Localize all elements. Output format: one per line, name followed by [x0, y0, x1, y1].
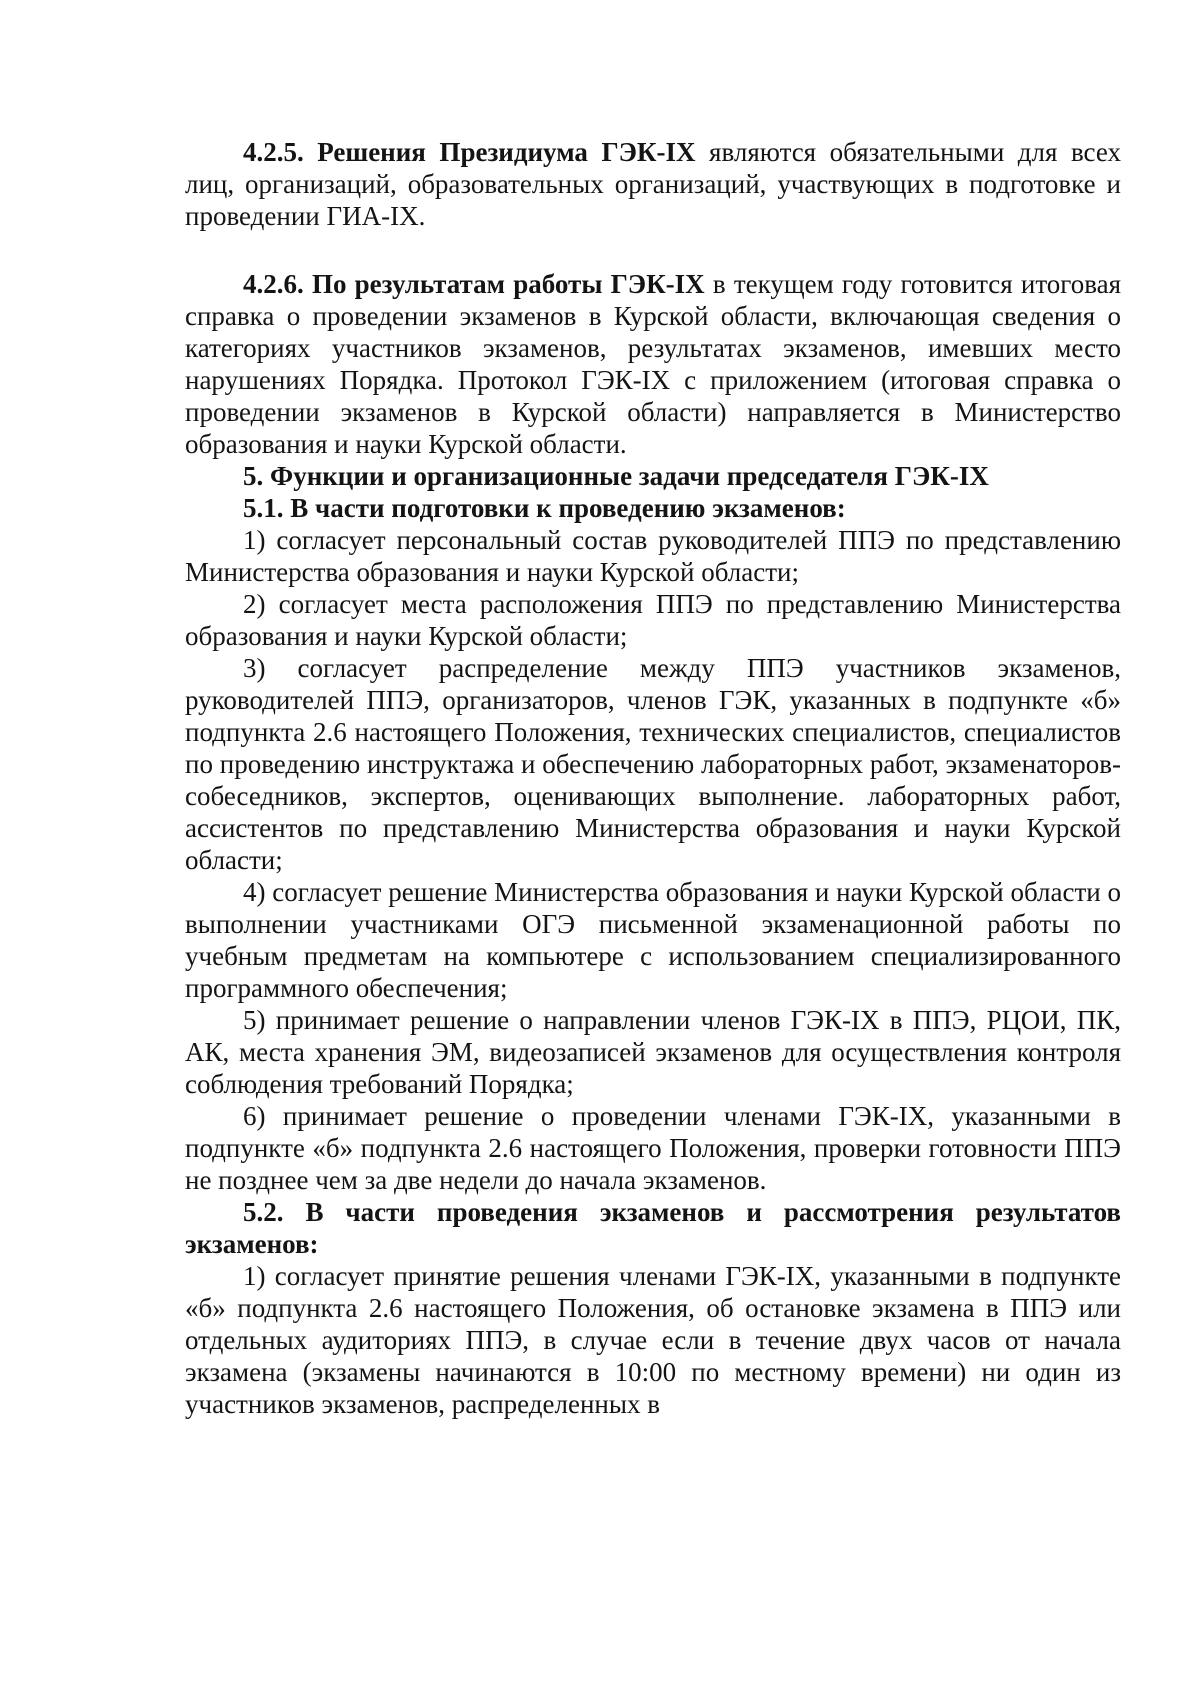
- document-page: [185, 136, 1121, 1420]
- paragraph-text: являются обязательными для всех лиц, организаций, образовательных организаций, участвующих в подготовке и проведении ГИА-IX.: [185, 137, 1121, 231]
- section-5-1-item-4: 4) согласует решение Министерства образования и науки Курской области о выполнении участниками ОГЭ письменной экзаменационной работы по учебным предметам на компьютере с использованием специализированного программного обеспечения;: [185, 877, 1121, 1003]
- paragraph-lead: 4.2.6. По результатам работы ГЭК-IX: [243, 269, 705, 299]
- section-5-2-item-1: 1) согласует принятие решения членами ГЭК-IX, указанными в подпункте «б» подпункта 2.6 настоящего Положения, об остановке экзамена в ППЭ или отдельных аудиториях ППЭ, в случае если в течение двух часов от начала экзамена (экзамены начинаются в 10:00 по местному времени) ни один из участников экзаменов, распределенных в: [185, 1261, 1121, 1419]
- section-5-1-item-5: 5) принимает решение о направлении членов ГЭК-IX в ППЭ, РЦОИ, ПК, АК, места хранения ЭМ, видеозаписей экзаменов для осуществления контроля соблюдения требований Порядка;: [185, 1005, 1121, 1099]
- section-5-1-title: 5.1. В части подготовки к проведению экзаменов:: [243, 493, 846, 523]
- paragraph-4-2-5: [185, 136, 1121, 232]
- section-5-1-item-3: 3) согласует распределение между ППЭ участников экзаменов, руководителей ППЭ, организаторов, членов ГЭК, указанных в подпункте «б» подпункта 2.6 настоящего Положения, технических специалистов, специалистов по проведению инструктажа и обеспечению лабораторных работ, экзаменаторов-собеседников, экспертов, оценивающих выполнение. лабораторных работ, ассистентов по представлению Министерства образования и науки Курской области;: [185, 653, 1121, 875]
- paragraph-lead: 4.2.5. Решения Президиума ГЭК-IX: [243, 137, 696, 167]
- section-5-title: 5. Функции и организационные задачи председателя ГЭК-IX: [243, 461, 989, 491]
- section-5-1-item-6: 6) принимает решение о проведении членами ГЭК-IX, указанными в подпункте «б» подпункта 2.6 настоящего Положения, проверки готовности ППЭ не позднее чем за две недели до начала экзаменов.: [185, 1101, 1121, 1195]
- section-5-2-title: 5.2. В части проведения экзаменов и рассмотрения результатов экзаменов:: [185, 1197, 1121, 1259]
- section-5-1-item-2: 2) согласует места расположения ППЭ по представлению Министерства образования и науки Курской области;: [185, 589, 1121, 651]
- paragraph-4-2-6: [185, 268, 1121, 460]
- paragraph-text: в текущем году готовится итоговая справка о проведении экзаменов в Курской области, включающая сведения о категориях участников экзаменов, результатах экзаменов, имевших место нарушениях Порядка. Протокол ГЭК-IX с приложением (итоговая справка о проведении экзаменов в Курской области) направляется в Министерство образования и науки Курской области.: [185, 269, 1121, 459]
- section-5-1-item-1: 1) согласует персональный состав руководителей ППЭ по представлению Министерства образования и науки Курской области;: [185, 525, 1121, 587]
